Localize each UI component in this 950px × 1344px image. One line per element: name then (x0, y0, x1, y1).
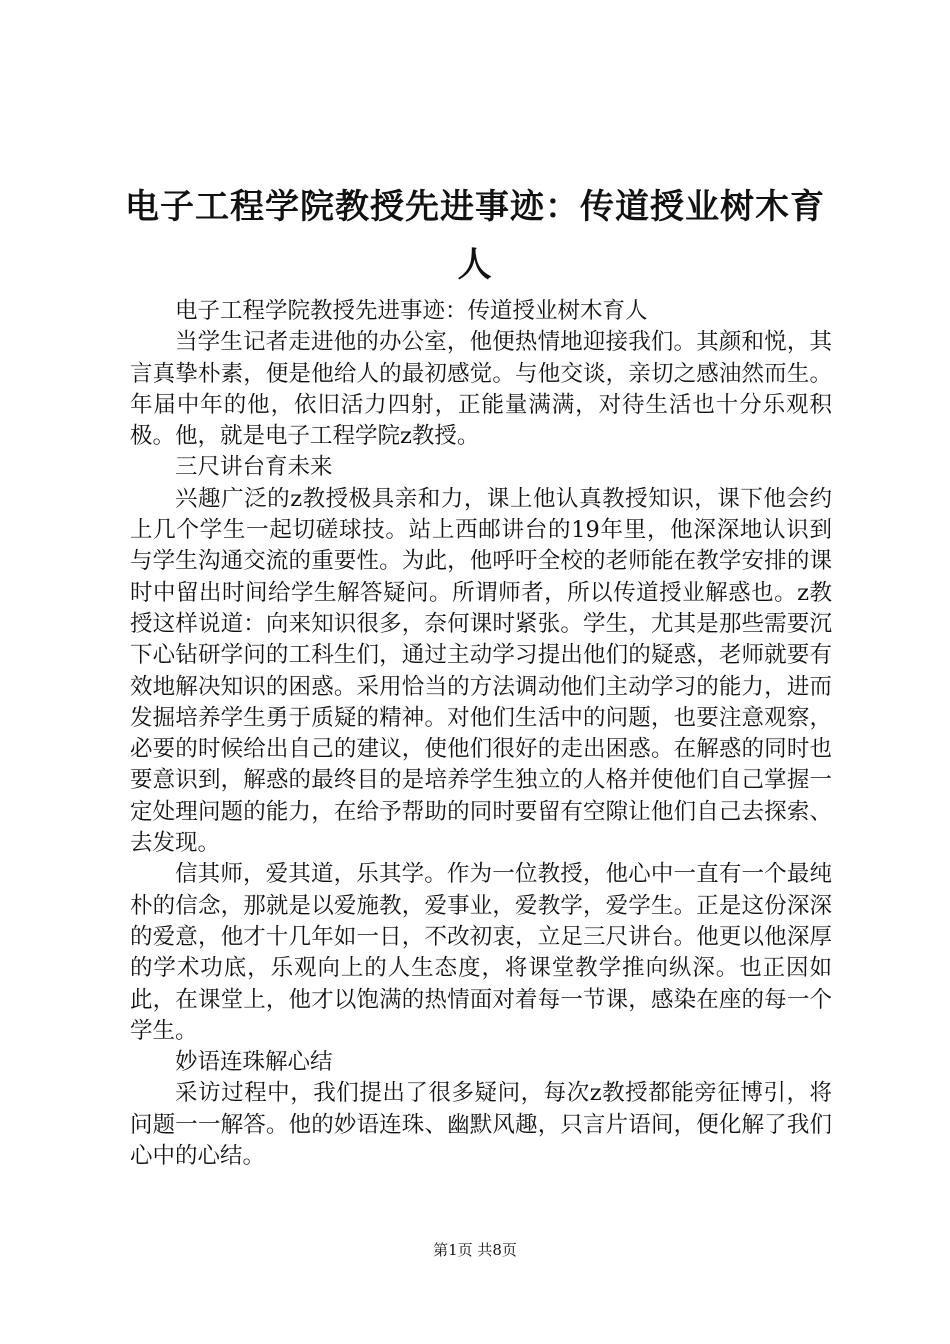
page-number: 第1页 (433, 1241, 473, 1259)
paragraph-intro: 当学生记者走进他的办公室，他便热情地迎接我们。其颜和悦，其言真挚朴素，便是他给人的最初感觉。与他交谈，亲切之感油然而生。年届中年的他，依旧活力四射，正能量满满，对待生活也十分乐观积极。他，就是电子工程学院z教授。 (130, 329, 832, 450)
section-heading-podium: 三尺讲台育未来 (175, 454, 333, 481)
document-title: 电子工程学院教授先进事迹：传道授业树木育人 (125, 187, 825, 285)
paragraph-belief: 信其师，爱其道，乐其学。作为一位教授，他心中一直有一个最纯朴的信念，那就是以爱施教，爱事业，爱教学，爱学生。正是这份深深的爱意，他才十几年如一日，不改初衷，立足三尺讲台。他更以他深厚的学术功底，乐观向上的人生态度，将课堂教学推向纵深。也正因如此，在课堂上，他才以饱满的热情面对着每一节课，感染在座的每一个学生。 (130, 861, 832, 1044)
paragraph-teaching: 兴趣广泛的z教授极具亲和力，课上他认真教授知识，课下他会约上几个学生一起切磋球技。站上西邮讲台的19年里，他深深地认识到与学生沟通交流的重要性。为此，他呼吁全校的老师能在教学安排的课时中留出时间给学生解答疑问。所谓师者，所以传道授业解惑也。z教授这样说道：向来知识很多，奈何课时紧张。学生，尤其是那些需要沉下心钻研学问的工科生们，通过主动学习提出他们的疑惑，老师就要有效地解决知识的困惑。采用恰当的方法调动他们主动学习的能力，进而发掘培养学生勇于质疑的精神。对他们生活中的问题，也要注意观察，必要的时候给出自己的建议，使他们很好的走出困惑。在解惑的同时也要意识到，解惑的最终目的是培养学生独立的人格并使他们自己掌握一定处理问题的能力，在给予帮助的同时要留有空隙让他们自己去探索、去发现。 (130, 485, 832, 857)
page-total: 共8页 (477, 1241, 517, 1259)
paragraph-interview: 采访过程中，我们提出了很多疑问，每次z教授都能旁征博引，将问题一一解答。他的妙语连珠、幽默风趣，只言片语间，便化解了我们心中的心结。 (130, 1080, 832, 1170)
paragraph-subtitle: 电子工程学院教授先进事迹：传道授业树木育人 (175, 298, 648, 324)
document-body (130, 296, 832, 1172)
section-heading-wit: 妙语连珠解心结 (175, 1049, 333, 1076)
page-footer (0, 1240, 950, 1260)
